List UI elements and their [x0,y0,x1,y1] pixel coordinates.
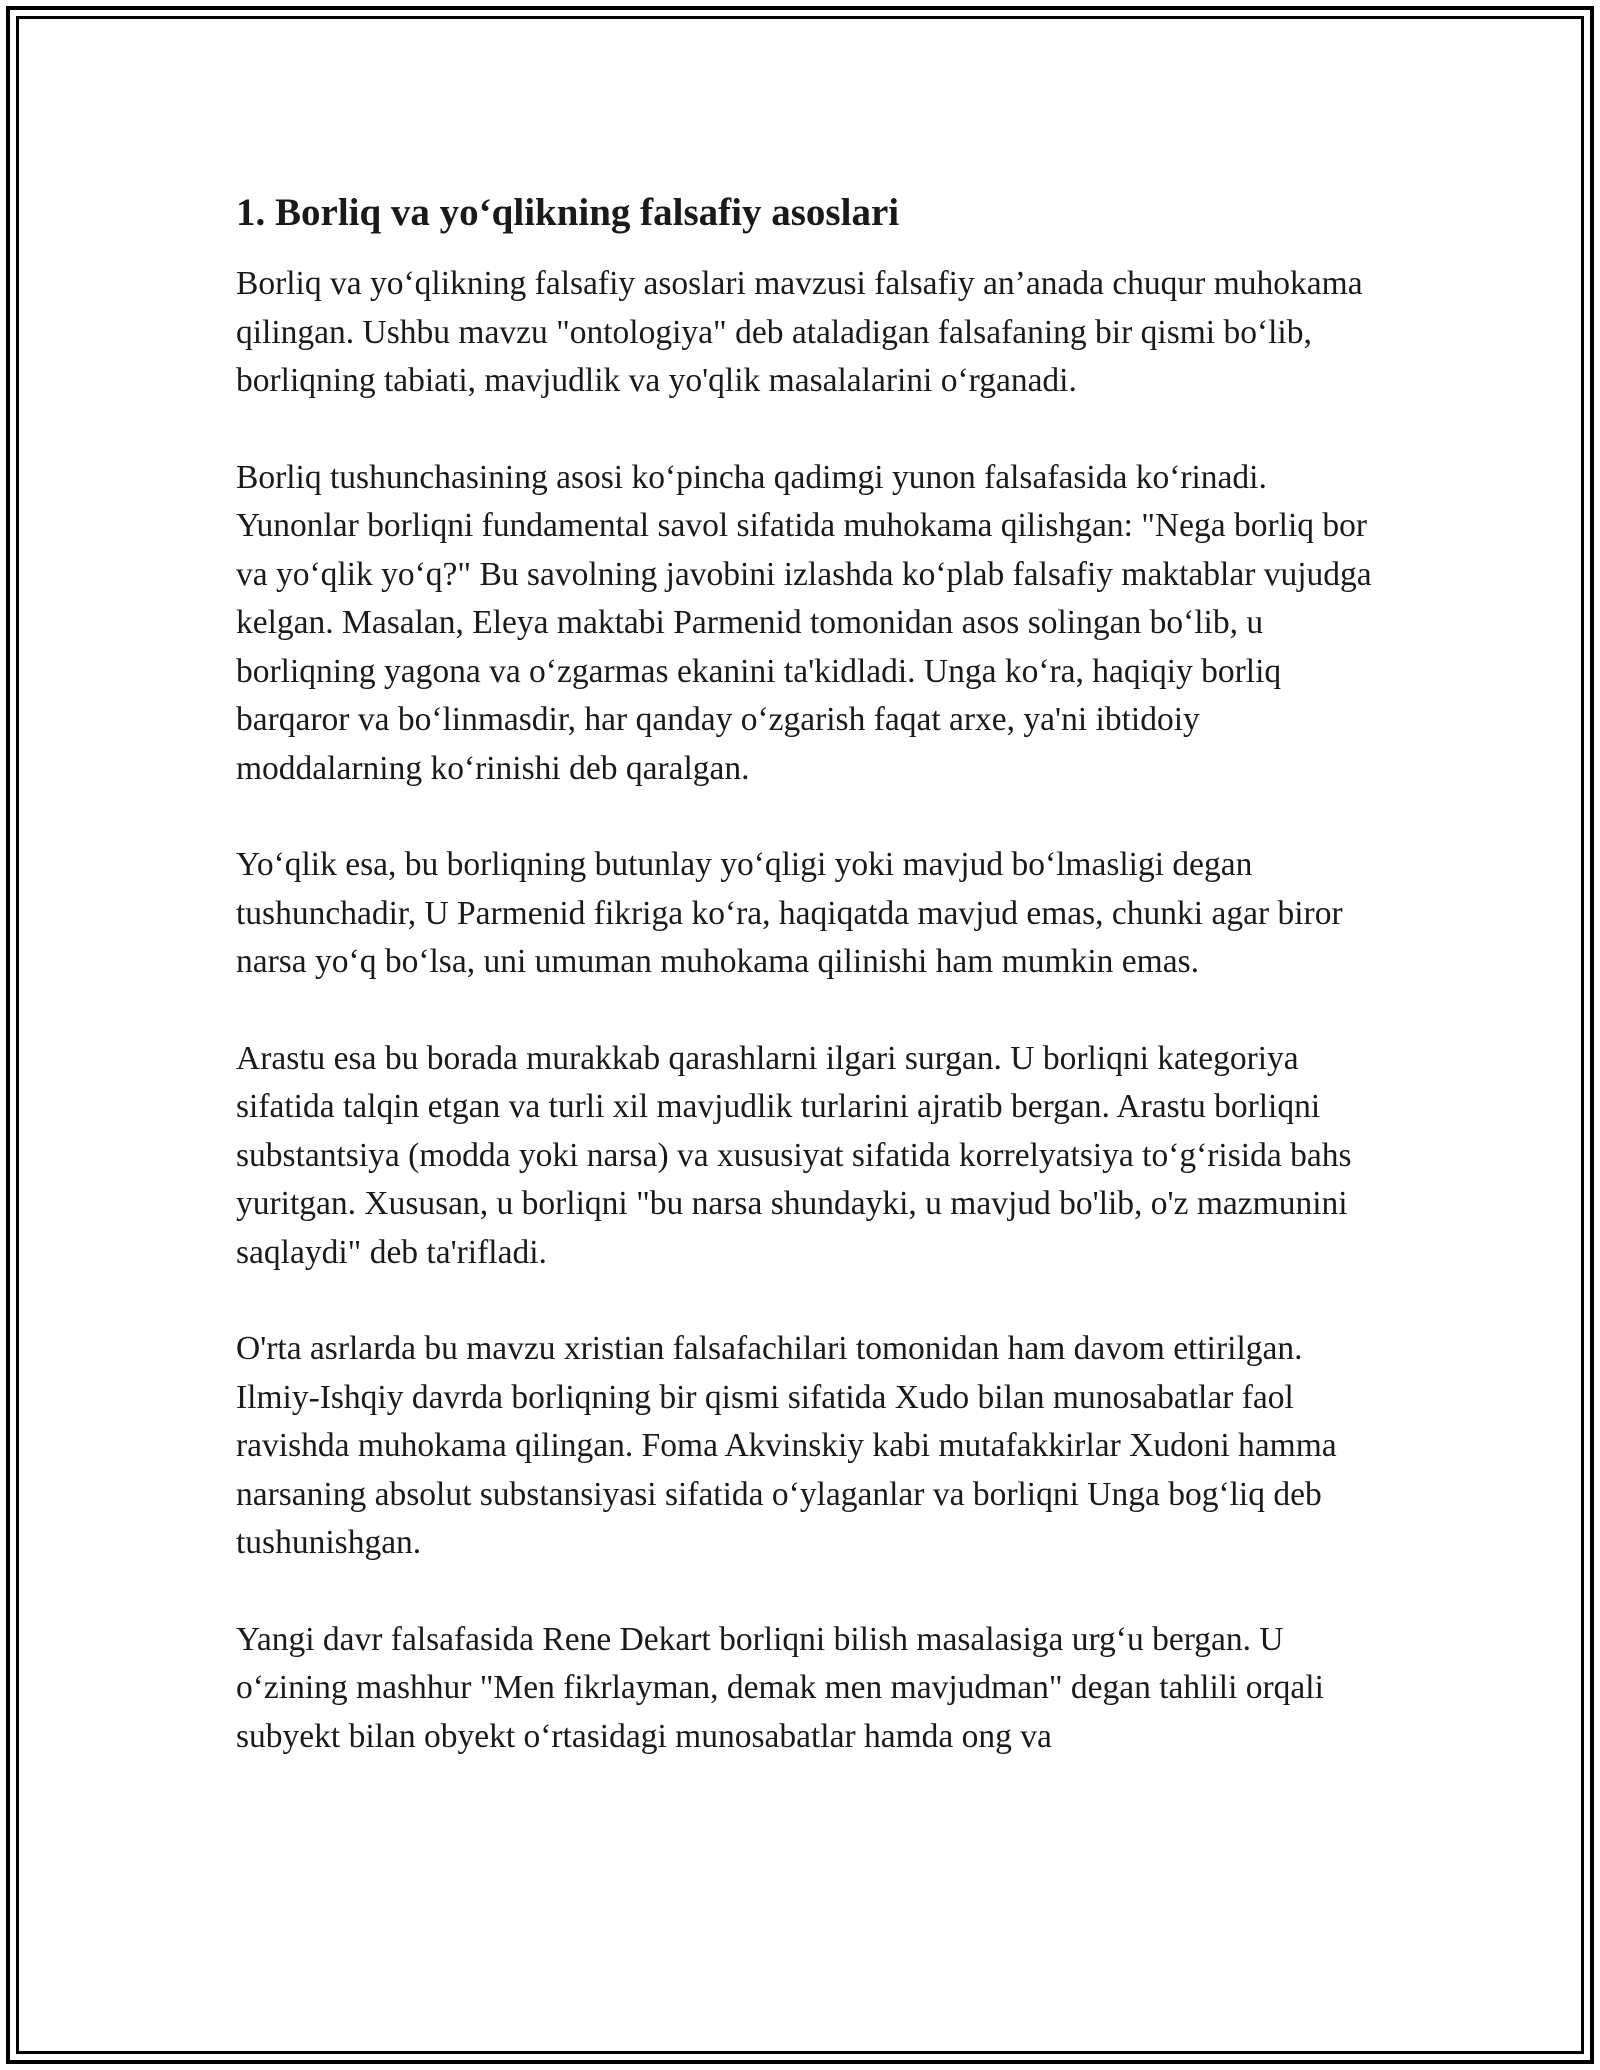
paragraph-2: Borliq tushunchasining asosi ko‘pincha qadimgi yunon falsafasida ko‘rinadi. Yunonlar borliqni fundamental savol sifatida muhokama qilishgan: "Nega borliq bor va yo‘qlik yo‘q?" Bu savolning javobini izlashda ko‘plab falsafiy maktablar vujudga kelgan. Masalan, Eleya maktabi Parmenid tomonidan asos solingan bo‘lib, u borliqning yagona va o‘zgarmas ekanini ta'kidladi. Unga ko‘ra, haqiqiy borliq barqaror va bo‘linmasdir, har qanday o‘zgarish faqat arxe, ya'ni ibtidoiy moddalarning ko‘rinishi deb qaralgan. [236,458,1372,787]
paragraph-3: Yo‘qlik esa, bu borliqning butunlay yo‘qligi yoki mavjud bo‘lmasligi degan tushunchadir, U Parmenid fikriga ko‘ra, haqiqatda mavjud emas, chunki agar biror narsa yo‘q bo‘lsa, uni umuman muhokama qilinishi ham mumkin emas. [236,846,1343,980]
section-heading: 1. Borliq va yo‘qlikning falsafiy asoslari [236,191,900,234]
document-body [236,188,1376,1809]
paragraph-6: Yangi davr falsafasida Rene Dekart borliqni bilish masalasiga urg‘u bergan. U o‘zining mashhur "Men fikrlayman, demak men mavjudman" degan tahlili orqali subyekt bilan obyekt o‘rtasidagi munosabatlar hamda ong va [236,1620,1324,1755]
paragraph-4: Arastu esa bu borada murakkab qarashlarni ilgari surgan. U borliqni kategoriya sifatida talqin etgan va turli xil mavjudlik turlarini ajratib bergan. Arastu borliqni substantsiya (modda yoki narsa) va xususiyat sifatida korrelyatsiya to‘g‘risida bahs yuritgan. Xususan, u borliqni "bu narsa shundayki, u mavjud bo'lib, o'z mazmunini saqlaydi" deb ta'rifladi. [236,1039,1352,1271]
paragraph-1: Borliq va yo‘qlikning falsafiy asoslari mavzusi falsafiy an’anada chuqur muhokama qilingan. Ushbu mavzu "ontologiya" deb ataladigan falsafaning bir qismi bo‘lib, borliqning tabiati, mavjudlik va yo'qlik masalalarini o‘rganadi. [236,265,1363,399]
paragraph-5: O'rta asrlarda bu mavzu xristian falsafachilari tomonidan ham davom ettirilgan. Ilmiy-Ishqiy davrda borliqning bir qismi sifatida Xudo bilan munosabatlar faol ravishda muhokama qilingan. Foma Akvinskiy kabi mutafakkirlar Xudoni hamma narsaning absolut substansiyasi sifatida o‘ylaganlar va borliqni Unga bog‘liq deb tushunishgan. [236,1330,1337,1561]
